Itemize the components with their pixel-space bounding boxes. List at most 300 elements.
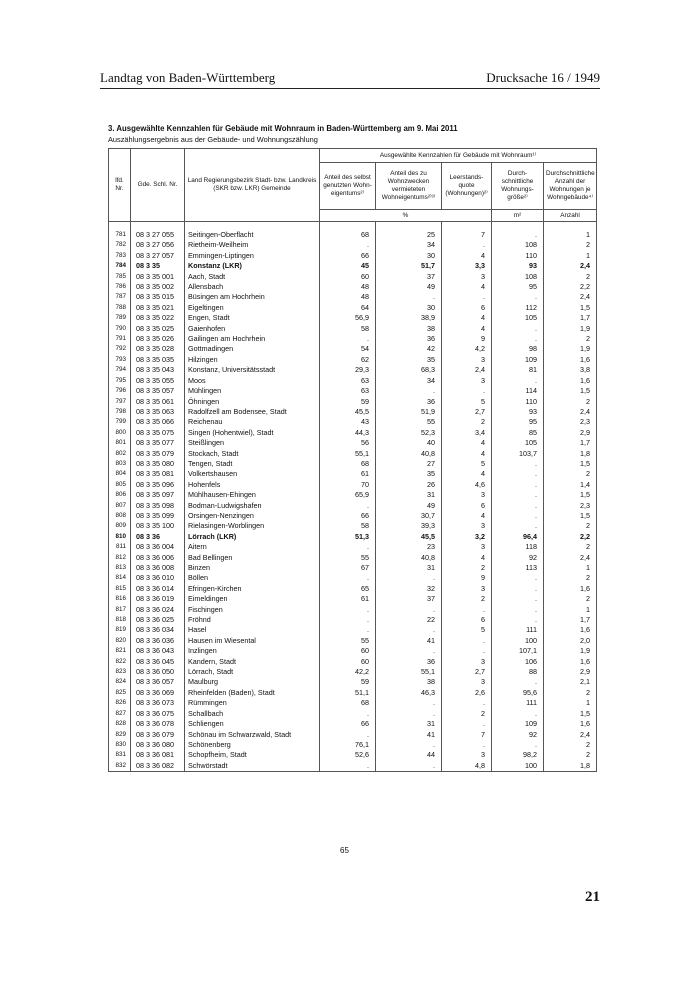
cell-wohnungen-je-gebaeude: 1 xyxy=(544,230,597,240)
cell-leerstand: 7 xyxy=(442,230,492,240)
cell-leerstand: 3 xyxy=(442,657,492,667)
cell-leerstand: 4,8 xyxy=(442,761,492,772)
table-row xyxy=(109,740,597,750)
header-vermietet: Anteil des zu Wohnzwecken vermieteten Wohneigentums²⁾³⁾ xyxy=(376,163,442,210)
cell-gde-schl-nr: 08 3 36 057 xyxy=(131,677,185,687)
cell-wohnungen-je-gebaeude: 1,5 xyxy=(544,459,597,469)
cell-selbstgenutzt: 66 xyxy=(320,719,376,729)
cell-wohnungen-je-gebaeude: 1,5 xyxy=(544,709,597,719)
cell-gemeinde: Reichenau xyxy=(185,417,320,427)
table-row xyxy=(109,386,597,396)
cell-wohnungsgroesse: 111 xyxy=(492,625,544,635)
cell-vermietet: 32 xyxy=(376,584,442,594)
cell-gde-schl-nr: 08 3 36 043 xyxy=(131,646,185,656)
cell-vermietet: . xyxy=(376,625,442,635)
cell-wohnungen-je-gebaeude: 3,8 xyxy=(544,365,597,375)
cell-vermietet: 41 xyxy=(376,730,442,740)
cell-gde-schl-nr: 08 3 36 075 xyxy=(131,709,185,719)
cell-gemeinde: Büsingen am Hochrhein xyxy=(185,292,320,302)
cell-vermietet: . xyxy=(376,740,442,750)
cell-lfd-nr: 827 xyxy=(109,709,131,719)
cell-vermietet: 40,8 xyxy=(376,553,442,563)
cell-wohnungen-je-gebaeude: 1,7 xyxy=(544,615,597,625)
cell-leerstand: 4 xyxy=(442,553,492,563)
cell-wohnungen-je-gebaeude: 1,9 xyxy=(544,646,597,656)
cell-gde-schl-nr: 08 3 35 066 xyxy=(131,417,185,427)
cell-selbstgenutzt: 51,1 xyxy=(320,688,376,698)
cell-selbstgenutzt: 58 xyxy=(320,521,376,531)
cell-gemeinde: Konstanz (LKR) xyxy=(185,261,320,271)
cell-selbstgenutzt: 70 xyxy=(320,480,376,490)
cell-gemeinde: Volkertshausen xyxy=(185,469,320,479)
cell-leerstand: 9 xyxy=(442,334,492,344)
cell-vermietet: 45,5 xyxy=(376,532,442,542)
cell-wohnungen-je-gebaeude: 2 xyxy=(544,542,597,552)
cell-lfd-nr: 797 xyxy=(109,397,131,407)
cell-gemeinde: Singen (Hohentwiel), Stadt xyxy=(185,428,320,438)
cell-lfd-nr: 806 xyxy=(109,490,131,500)
cell-wohnungsgroesse: 112 xyxy=(492,303,544,313)
cell-wohnungen-je-gebaeude: 2 xyxy=(544,740,597,750)
table-row xyxy=(109,459,597,469)
cell-lfd-nr: 831 xyxy=(109,750,131,760)
cell-vermietet: 35 xyxy=(376,469,442,479)
cell-gde-schl-nr: 08 3 36 069 xyxy=(131,688,185,698)
cell-wohnungen-je-gebaeude: 1 xyxy=(544,605,597,615)
table-row xyxy=(109,397,597,407)
cell-gde-schl-nr: 08 3 35 100 xyxy=(131,521,185,531)
cell-lfd-nr: 798 xyxy=(109,407,131,417)
cell-wohnungen-je-gebaeude: 1,4 xyxy=(544,480,597,490)
table-row xyxy=(109,584,597,594)
cell-selbstgenutzt: 65,9 xyxy=(320,490,376,500)
cell-wohnungsgroesse: 93 xyxy=(492,261,544,271)
cell-wohnungsgroesse: . xyxy=(492,459,544,469)
cell-wohnungsgroesse: 107,1 xyxy=(492,646,544,656)
cell-leerstand: 4 xyxy=(442,324,492,334)
cell-vermietet: 55,1 xyxy=(376,667,442,677)
cell-leerstand: 2 xyxy=(442,417,492,427)
cell-selbstgenutzt: 55 xyxy=(320,636,376,646)
cell-gemeinde: Hilzingen xyxy=(185,355,320,365)
cell-vermietet: 31 xyxy=(376,490,442,500)
cell-leerstand: 4 xyxy=(442,313,492,323)
cell-gde-schl-nr: 08 3 36 082 xyxy=(131,761,185,772)
cell-wohnungen-je-gebaeude: 2 xyxy=(544,272,597,282)
cell-wohnungsgroesse: 81 xyxy=(492,365,544,375)
cell-selbstgenutzt: 42,2 xyxy=(320,667,376,677)
cell-gemeinde: Engen, Stadt xyxy=(185,313,320,323)
cell-selbstgenutzt: 45,5 xyxy=(320,407,376,417)
cell-vermietet: 38 xyxy=(376,324,442,334)
cell-gde-schl-nr: 08 3 36 025 xyxy=(131,615,185,625)
cell-selbstgenutzt: 66 xyxy=(320,511,376,521)
cell-gde-schl-nr: 08 3 27 055 xyxy=(131,230,185,240)
cell-selbstgenutzt: 56,9 xyxy=(320,313,376,323)
cell-selbstgenutzt: 55,1 xyxy=(320,449,376,459)
cell-gde-schl-nr: 08 3 35 079 xyxy=(131,449,185,459)
cell-wohnungen-je-gebaeude: 1 xyxy=(544,698,597,708)
cell-gemeinde: Böllen xyxy=(185,573,320,583)
cell-wohnungen-je-gebaeude: 1,5 xyxy=(544,386,597,396)
cell-selbstgenutzt: 48 xyxy=(320,292,376,302)
cell-leerstand: 3 xyxy=(442,542,492,552)
cell-selbstgenutzt: 61 xyxy=(320,594,376,604)
cell-lfd-nr: 822 xyxy=(109,657,131,667)
table-row xyxy=(109,376,597,386)
cell-selbstgenutzt: . xyxy=(320,573,376,583)
cell-wohnungen-je-gebaeude: 1,6 xyxy=(544,355,597,365)
cell-wohnungsgroesse: 98,2 xyxy=(492,750,544,760)
table-row xyxy=(109,428,597,438)
cell-vermietet: 36 xyxy=(376,334,442,344)
table-row xyxy=(109,334,597,344)
cell-selbstgenutzt: 45 xyxy=(320,261,376,271)
cell-gemeinde: Eimeldingen xyxy=(185,594,320,604)
table-row xyxy=(109,469,597,479)
cell-wohnungen-je-gebaeude: 1 xyxy=(544,251,597,261)
cell-wohnungen-je-gebaeude: 1,5 xyxy=(544,511,597,521)
table-row xyxy=(109,646,597,656)
cell-vermietet: 68,3 xyxy=(376,365,442,375)
cell-leerstand: 2 xyxy=(442,709,492,719)
cell-gemeinde: Öhningen xyxy=(185,397,320,407)
cell-vermietet: 51,9 xyxy=(376,407,442,417)
table-row xyxy=(109,573,597,583)
table-body xyxy=(109,222,597,772)
cell-vermietet: . xyxy=(376,605,442,615)
cell-leerstand: 3,4 xyxy=(442,428,492,438)
table-row xyxy=(109,501,597,511)
cell-gde-schl-nr: 08 3 27 056 xyxy=(131,240,185,250)
cell-lfd-nr: 811 xyxy=(109,542,131,552)
table-row xyxy=(109,251,597,261)
cell-gemeinde: Bad Bellingen xyxy=(185,553,320,563)
cell-wohnungen-je-gebaeude: 2,2 xyxy=(544,532,597,542)
cell-lfd-nr: 783 xyxy=(109,251,131,261)
cell-selbstgenutzt: 63 xyxy=(320,386,376,396)
cell-wohnungsgroesse: . xyxy=(492,501,544,511)
cell-gde-schl-nr: 08 3 35 002 xyxy=(131,282,185,292)
cell-gemeinde: Schallbach xyxy=(185,709,320,719)
header-unit-anzahl: Anzahl xyxy=(544,210,597,222)
cell-gemeinde: Rheinfelden (Baden), Stadt xyxy=(185,688,320,698)
cell-wohnungsgroesse: . xyxy=(492,709,544,719)
cell-selbstgenutzt: 58 xyxy=(320,324,376,334)
cell-wohnungen-je-gebaeude: 2,3 xyxy=(544,417,597,427)
cell-leerstand: 4 xyxy=(442,469,492,479)
cell-wohnungen-je-gebaeude: 2,0 xyxy=(544,636,597,646)
cell-gde-schl-nr: 08 3 35 098 xyxy=(131,501,185,511)
cell-lfd-nr: 824 xyxy=(109,677,131,687)
cell-selbstgenutzt: 60 xyxy=(320,272,376,282)
cell-wohnungsgroesse: . xyxy=(492,605,544,615)
cell-lfd-nr: 815 xyxy=(109,584,131,594)
cell-lfd-nr: 817 xyxy=(109,605,131,615)
cell-wohnungsgroesse: 109 xyxy=(492,355,544,365)
cell-lfd-nr: 808 xyxy=(109,511,131,521)
header-wohnungsgroesse: Durch-schnittliche Wohnungs-größe²⁾ xyxy=(492,163,544,210)
table-row xyxy=(109,730,597,740)
cell-selbstgenutzt: 64 xyxy=(320,303,376,313)
table-row xyxy=(109,677,597,687)
cell-lfd-nr: 829 xyxy=(109,730,131,740)
cell-selbstgenutzt: 76,1 xyxy=(320,740,376,750)
cell-gde-schl-nr: 08 3 36 081 xyxy=(131,750,185,760)
cell-selbstgenutzt: . xyxy=(320,709,376,719)
cell-gde-schl-nr: 08 3 35 075 xyxy=(131,428,185,438)
cell-wohnungsgroesse: 95 xyxy=(492,282,544,292)
cell-vermietet: 37 xyxy=(376,272,442,282)
cell-wohnungsgroesse: . xyxy=(492,334,544,344)
table-row xyxy=(109,355,597,365)
cell-wohnungsgroesse: 100 xyxy=(492,761,544,772)
cell-vermietet: 38 xyxy=(376,677,442,687)
table-row xyxy=(109,636,597,646)
table-row xyxy=(109,324,597,334)
cell-vermietet: 51,7 xyxy=(376,261,442,271)
cell-lfd-nr: 818 xyxy=(109,615,131,625)
cell-lfd-nr: 809 xyxy=(109,521,131,531)
cell-gemeinde: Lörrach, Stadt xyxy=(185,667,320,677)
header-selbstgenutzt: Anteil des selbst genutzten Wohn-eigentums²⁾ xyxy=(320,163,376,210)
table-row xyxy=(109,521,597,531)
cell-gemeinde: Efringen-Kirchen xyxy=(185,584,320,594)
cell-vermietet: 49 xyxy=(376,282,442,292)
cell-wohnungsgroesse: 93 xyxy=(492,407,544,417)
cell-wohnungen-je-gebaeude: 1,9 xyxy=(544,324,597,334)
cell-selbstgenutzt: 54 xyxy=(320,344,376,354)
cell-gde-schl-nr: 08 3 35 035 xyxy=(131,355,185,365)
cell-lfd-nr: 805 xyxy=(109,480,131,490)
cell-leerstand: 5 xyxy=(442,397,492,407)
cell-selbstgenutzt: 43 xyxy=(320,417,376,427)
cell-lfd-nr: 792 xyxy=(109,344,131,354)
table-row xyxy=(109,605,597,615)
cell-wohnungsgroesse: . xyxy=(492,376,544,386)
cell-lfd-nr: 787 xyxy=(109,292,131,302)
table-row xyxy=(109,625,597,635)
cell-vermietet: 34 xyxy=(376,240,442,250)
cell-leerstand: 9 xyxy=(442,573,492,583)
header-unit-m2: m² xyxy=(492,210,544,222)
cell-selbstgenutzt: 63 xyxy=(320,376,376,386)
cell-wohnungsgroesse: 109 xyxy=(492,719,544,729)
cell-vermietet: 23 xyxy=(376,542,442,552)
cell-selbstgenutzt: 29,3 xyxy=(320,365,376,375)
cell-vermietet: 52,3 xyxy=(376,428,442,438)
cell-lfd-nr: 782 xyxy=(109,240,131,250)
cell-gde-schl-nr: 08 3 35 057 xyxy=(131,386,185,396)
header-leerstand: Leerstands-quote (Wohnungen)²⁾ xyxy=(442,163,492,210)
cell-gemeinde: Hausen im Wiesental xyxy=(185,636,320,646)
cell-wohnungen-je-gebaeude: 2,4 xyxy=(544,261,597,271)
cell-wohnungen-je-gebaeude: 2 xyxy=(544,750,597,760)
cell-gemeinde: Aitern xyxy=(185,542,320,552)
header-group: Ausgewählte Kennzahlen für Gebäude mit Wohnraum¹⁾ xyxy=(320,149,597,163)
table-row xyxy=(109,417,597,427)
cell-gde-schl-nr: 08 3 36 036 xyxy=(131,636,185,646)
cell-gemeinde: Schönenberg xyxy=(185,740,320,750)
cell-leerstand: 3,2 xyxy=(442,532,492,542)
cell-leerstand: 2 xyxy=(442,563,492,573)
cell-gemeinde: Radolfzell am Bodensee, Stadt xyxy=(185,407,320,417)
cell-gemeinde: Allensbach xyxy=(185,282,320,292)
cell-gemeinde: Mühlingen xyxy=(185,386,320,396)
cell-wohnungsgroesse: . xyxy=(492,740,544,750)
cell-gemeinde: Hohenfels xyxy=(185,480,320,490)
cell-wohnungen-je-gebaeude: 1,6 xyxy=(544,625,597,635)
cell-wohnungsgroesse: 105 xyxy=(492,313,544,323)
cell-gde-schl-nr: 08 3 36 050 xyxy=(131,667,185,677)
cell-leerstand: 4 xyxy=(442,251,492,261)
cell-gemeinde: Inzlingen xyxy=(185,646,320,656)
cell-lfd-nr: 801 xyxy=(109,438,131,448)
cell-selbstgenutzt: 61 xyxy=(320,469,376,479)
cell-gde-schl-nr: 08 3 36 019 xyxy=(131,594,185,604)
cell-leerstand: . xyxy=(442,719,492,729)
cell-gde-schl-nr: 08 3 36 014 xyxy=(131,584,185,594)
table-row xyxy=(109,750,597,760)
cell-leerstand: 7 xyxy=(442,730,492,740)
cell-selbstgenutzt: . xyxy=(320,625,376,635)
cell-wohnungsgroesse: . xyxy=(492,615,544,625)
cell-vermietet: 49 xyxy=(376,501,442,511)
cell-leerstand: 3 xyxy=(442,355,492,365)
cell-vermietet: 39,3 xyxy=(376,521,442,531)
cell-wohnungsgroesse: 95,6 xyxy=(492,688,544,698)
cell-vermietet: . xyxy=(376,573,442,583)
cell-vermietet: 38,9 xyxy=(376,313,442,323)
cell-gde-schl-nr: 08 3 36 073 xyxy=(131,698,185,708)
cell-gemeinde: Konstanz, Universitätsstadt xyxy=(185,365,320,375)
cell-gemeinde: Steißlingen xyxy=(185,438,320,448)
cell-gemeinde: Fröhnd xyxy=(185,615,320,625)
cell-gde-schl-nr: 08 3 35 026 xyxy=(131,334,185,344)
cell-gemeinde: Schopfheim, Stadt xyxy=(185,750,320,760)
cell-lfd-nr: 828 xyxy=(109,719,131,729)
cell-selbstgenutzt: 60 xyxy=(320,646,376,656)
cell-gde-schl-nr: 08 3 35 061 xyxy=(131,397,185,407)
cell-selbstgenutzt: 55 xyxy=(320,553,376,563)
cell-lfd-nr: 790 xyxy=(109,324,131,334)
cell-leerstand: 2 xyxy=(442,594,492,604)
cell-gemeinde: Emmingen-Liptingen xyxy=(185,251,320,261)
table-row xyxy=(109,709,597,719)
cell-selbstgenutzt: . xyxy=(320,501,376,511)
cell-wohnungsgroesse: . xyxy=(492,490,544,500)
cell-lfd-nr: 793 xyxy=(109,355,131,365)
cell-lfd-nr: 816 xyxy=(109,594,131,604)
cell-gemeinde: Hasel xyxy=(185,625,320,635)
cell-selbstgenutzt: . xyxy=(320,334,376,344)
cell-leerstand: . xyxy=(442,386,492,396)
cell-gde-schl-nr: 08 3 35 043 xyxy=(131,365,185,375)
cell-lfd-nr: 826 xyxy=(109,698,131,708)
cell-lfd-nr: 795 xyxy=(109,376,131,386)
cell-wohnungen-je-gebaeude: 2,4 xyxy=(544,292,597,302)
cell-wohnungsgroesse: 108 xyxy=(492,272,544,282)
table-row xyxy=(109,688,597,698)
cell-wohnungen-je-gebaeude: 1,8 xyxy=(544,761,597,772)
cell-wohnungsgroesse: 95 xyxy=(492,417,544,427)
cell-wohnungen-je-gebaeude: 2,4 xyxy=(544,553,597,563)
cell-selbstgenutzt: 62 xyxy=(320,355,376,365)
cell-wohnungsgroesse: . xyxy=(492,573,544,583)
cell-wohnungen-je-gebaeude: 1,6 xyxy=(544,376,597,386)
cell-vermietet: 25 xyxy=(376,230,442,240)
cell-leerstand: . xyxy=(442,646,492,656)
cell-gemeinde: Orsingen-Nenzingen xyxy=(185,511,320,521)
cell-leerstand: 2,4 xyxy=(442,365,492,375)
cell-lfd-nr: 810 xyxy=(109,532,131,542)
cell-wohnungsgroesse: . xyxy=(492,584,544,594)
cell-wohnungen-je-gebaeude: 2 xyxy=(544,573,597,583)
header-document-number: Drucksache 16 / 1949 xyxy=(486,70,600,85)
cell-lfd-nr: 821 xyxy=(109,646,131,656)
cell-leerstand: 2,7 xyxy=(442,667,492,677)
table-row xyxy=(109,407,597,417)
cell-selbstgenutzt: 56 xyxy=(320,438,376,448)
cell-gde-schl-nr: 08 3 36 xyxy=(131,532,185,542)
cell-vermietet: 44 xyxy=(376,750,442,760)
table-row xyxy=(109,511,597,521)
cell-gemeinde: Schönau im Schwarzwald, Stadt xyxy=(185,730,320,740)
cell-gde-schl-nr: 08 3 36 045 xyxy=(131,657,185,667)
cell-vermietet: 41 xyxy=(376,636,442,646)
cell-selbstgenutzt: 65 xyxy=(320,584,376,594)
cell-vermietet: . xyxy=(376,698,442,708)
cell-vermietet: . xyxy=(376,292,442,302)
cell-gde-schl-nr: 08 3 35 001 xyxy=(131,272,185,282)
cell-lfd-nr: 825 xyxy=(109,688,131,698)
cell-lfd-nr: 781 xyxy=(109,230,131,240)
cell-gde-schl-nr: 08 3 36 034 xyxy=(131,625,185,635)
cell-leerstand: 3 xyxy=(442,584,492,594)
cell-gemeinde: Gottmadingen xyxy=(185,344,320,354)
page-header xyxy=(100,70,600,90)
cell-selbstgenutzt: 60 xyxy=(320,657,376,667)
table-row xyxy=(109,365,597,375)
cell-wohnungsgroesse: 103,7 xyxy=(492,449,544,459)
data-table xyxy=(108,148,597,772)
cell-wohnungsgroesse: 100 xyxy=(492,636,544,646)
cell-gemeinde: Aach, Stadt xyxy=(185,272,320,282)
cell-lfd-nr: 785 xyxy=(109,272,131,282)
cell-vermietet: 40,8 xyxy=(376,449,442,459)
cell-gde-schl-nr: 08 3 36 078 xyxy=(131,719,185,729)
header-gde-schl-nr: Gde. Schl. Nr. xyxy=(131,149,185,222)
table-row xyxy=(109,240,597,250)
table-row xyxy=(109,449,597,459)
cell-lfd-nr: 784 xyxy=(109,261,131,271)
cell-gde-schl-nr: 08 3 35 077 xyxy=(131,438,185,448)
cell-vermietet: 55 xyxy=(376,417,442,427)
cell-selbstgenutzt: 67 xyxy=(320,563,376,573)
table-row xyxy=(109,594,597,604)
cell-selbstgenutzt: 51,3 xyxy=(320,532,376,542)
header-title-left: Landtag von Baden-Württemberg xyxy=(100,70,276,85)
cell-lfd-nr: 804 xyxy=(109,469,131,479)
cell-wohnungsgroesse: 88 xyxy=(492,667,544,677)
cell-leerstand: 4 xyxy=(442,438,492,448)
cell-gemeinde: Bodman-Ludwigshafen xyxy=(185,501,320,511)
cell-selbstgenutzt: 68 xyxy=(320,698,376,708)
cell-leerstand: . xyxy=(442,636,492,646)
cell-vermietet: 36 xyxy=(376,657,442,667)
cell-wohnungsgroesse: . xyxy=(492,511,544,521)
cell-selbstgenutzt: 44,3 xyxy=(320,428,376,438)
